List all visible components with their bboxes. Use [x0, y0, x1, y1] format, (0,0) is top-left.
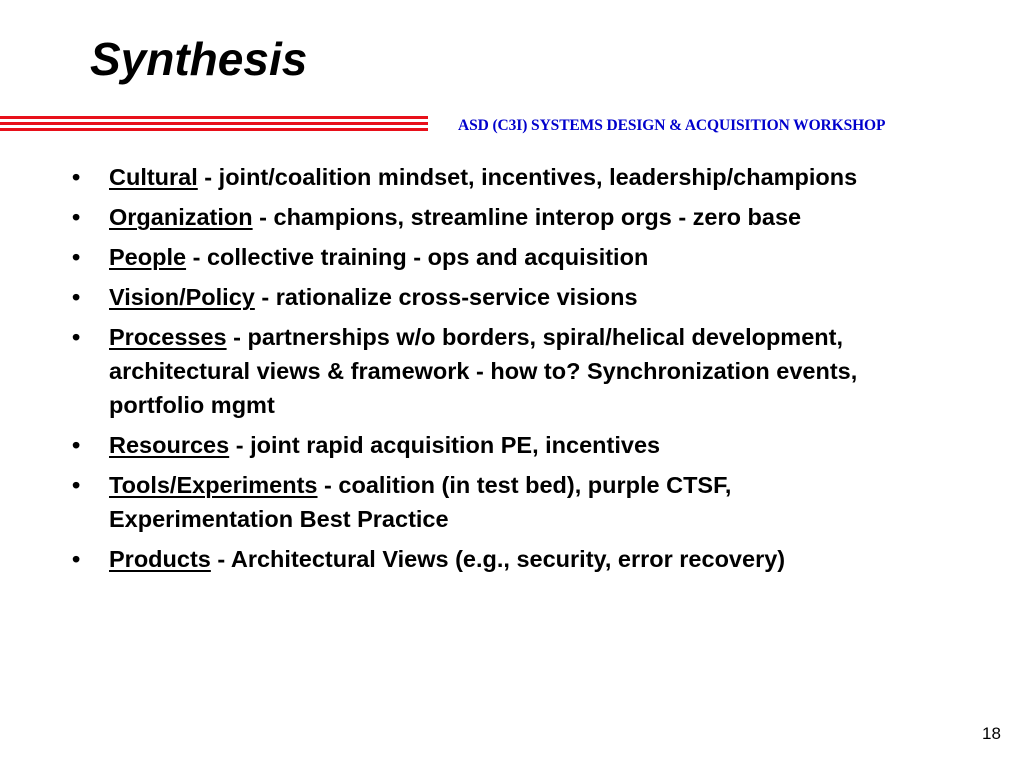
bullet-text: - champions, streamline interop orgs - zero base: [252, 204, 802, 230]
workshop-header-label: ASD (C3I) SYSTEMS DESIGN & ACQUISITION WORKSHOP: [458, 117, 886, 134]
bullet-dot-icon: •: [72, 164, 81, 190]
bullet-term: People: [109, 244, 187, 270]
bullet-item: [72, 320, 902, 422]
bullet-dot-icon: •: [72, 204, 81, 230]
bullet-text: - joint/coalition mindset, incentives, leadership/champions: [197, 164, 858, 190]
page-number: 18: [982, 724, 1001, 743]
bullet-dot-icon: •: [72, 546, 81, 572]
bullet-item: [72, 280, 902, 314]
bullet-item: [72, 428, 902, 462]
bullet-item: [72, 160, 902, 194]
bullet-dot-icon: •: [72, 284, 81, 310]
bullet-term: Vision/Policy: [109, 284, 255, 310]
bullet-item: [72, 200, 902, 234]
bullet-text: - Architectural Views (e.g., security, error recovery): [210, 546, 786, 572]
header-rule: [0, 116, 428, 132]
bullet-text: - coalition (in test bed), purple CTSF, Experimentation Best Practice: [109, 472, 732, 532]
bullet-term: Processes: [109, 324, 227, 350]
bullet-dot-icon: •: [72, 472, 81, 498]
bullet-term: Organization: [109, 204, 253, 230]
header-rule-line: [0, 122, 428, 125]
slide-title: Synthesis: [90, 33, 308, 85]
bullet-list: [72, 160, 902, 582]
bullet-text: - collective training - ops and acquisition: [186, 244, 649, 270]
bullet-term: Resources: [109, 432, 230, 458]
bullet-dot-icon: •: [72, 244, 81, 270]
bullet-item: [72, 468, 902, 536]
bullet-dot-icon: •: [72, 324, 81, 350]
header-rule-line: [0, 116, 428, 119]
bullet-text: - rationalize cross-service visions: [254, 284, 638, 310]
bullet-item: [72, 542, 902, 576]
bullet-text: - partnerships w/o borders, spiral/helical development, architectural views & framework - how to? Synchronization events, portfolio mgmt: [109, 324, 858, 418]
bullet-term: Products: [109, 546, 211, 572]
bullet-term: Cultural: [109, 164, 198, 190]
bullet-term: Tools/Experiments: [109, 472, 318, 498]
bullet-dot-icon: •: [72, 432, 81, 458]
bullet-item: [72, 240, 902, 274]
bullet-text: - joint rapid acquisition PE, incentives: [229, 432, 661, 458]
header-rule-line: [0, 128, 428, 131]
